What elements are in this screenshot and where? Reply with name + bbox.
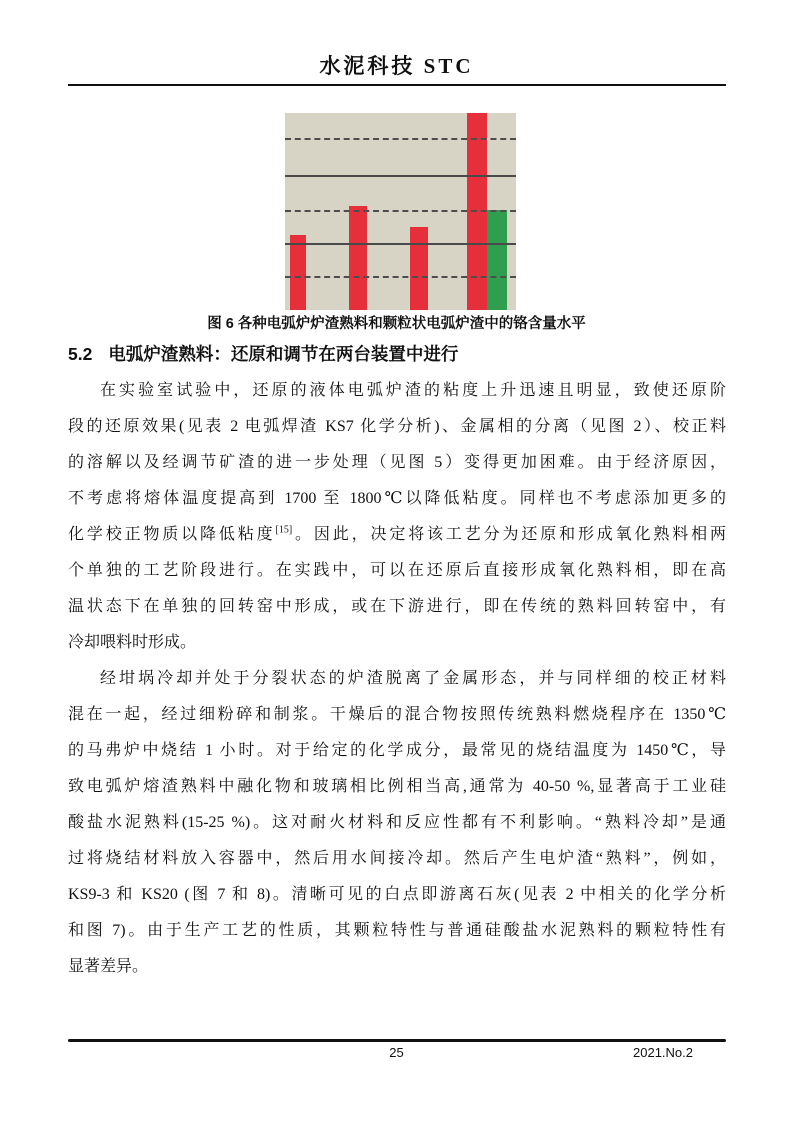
paragraph-2-line: KS9-3 和 KS20 (图 7 和 8)。清晰可见的白点即游离石灰(见表 2 中相关的化学分析 (68, 886, 726, 903)
bar-1 (290, 235, 306, 310)
paragraph-2-line: 经坩埚冷却并处于分裂状态的炉渣脱离了金属形态，并与同样细的校正材料 (100, 670, 726, 687)
footer-rule (68, 1039, 726, 1042)
gridline-dashed (285, 210, 516, 212)
footnote-reference: [15] (275, 524, 293, 536)
section-number: 5.2 (68, 344, 93, 364)
gridline-solid (285, 175, 516, 177)
figure-caption: 图 6 各种电弧炉炉渣熟料和颗粒状电弧炉渣中的铬含量水平 (207, 316, 586, 332)
footer-page-number: 25 (389, 1045, 404, 1060)
section-heading (68, 341, 726, 366)
journal-title: 水泥科技 STC (319, 54, 474, 78)
figure-bar-chart (285, 113, 516, 310)
paragraph-2-line: 过将烧结材料放入容器中，然后用水间接冷却。然后产生电炉渣“熟料”，例如， (68, 850, 726, 867)
bar-3 (410, 227, 428, 310)
gridline-dashed (285, 276, 516, 278)
paragraph-1-line: 不考虑将熔体温度提高到 1700 至 1800℃以降低粘度。同样也不考虑添加更多的 (68, 490, 726, 507)
header-rule (68, 84, 726, 86)
paragraph-1-line: 个单独的工艺阶段进行。在实践中，可以在还原后直接形成氧化熟料相，即在高 (68, 562, 726, 579)
line-text: 化学校正物质以降低粘度 (68, 526, 276, 543)
paragraph-2-line: 致电弧炉熔渣熟料中融化物和玻璃相比例相当高,通常为 40-50 %,显著高于工业硅 (68, 778, 726, 795)
paragraph-1-line: 在实验室试验中，还原的液体电弧炉渣的粘度上升迅速且明显，致使还原阶 (100, 382, 726, 399)
paragraph-2-line: 酸盐水泥熟料(15-25 %)。这对耐火材料和反应性都有不利影响。“熟料冷却”是通 (68, 814, 726, 831)
footer-issue: 2021.No.2 (633, 1045, 693, 1060)
paragraph-2-line: 和图 7)。由于生产工艺的性质，其颗粒特性与普通硅酸盐水泥熟料的颗粒特性有 (68, 922, 726, 939)
paragraph-1-line: 的溶解以及经调节矿渣的进一步处理（见图 5）变得更加困难。由于经济原因， (68, 454, 726, 471)
paragraph-1-line (68, 517, 726, 553)
paragraph-2-line: 显著差异。 (68, 958, 149, 975)
paragraph-1-line: 冷却喂料时形成。 (68, 634, 197, 651)
bar-5 (487, 210, 507, 310)
body-text (68, 373, 726, 985)
bar-2 (349, 206, 367, 310)
paragraph-1-line: 温状态下在单独的回转窑中形成，或在下游进行，即在传统的熟料回转窑中，有 (68, 598, 726, 615)
paragraph-1-line: 段的还原效果(见表 2 电弧焊渣 KS7 化学分析)、金属相的分离（见图 2）、校正料 (68, 418, 726, 435)
line-text: 。因此，决定将该工艺分为还原和形成氧化熟料相两 (292, 526, 726, 543)
gridline-dashed (285, 138, 516, 140)
section-title: 电弧炉渣熟料：还原和调节在两台装置中进行 (108, 344, 459, 364)
gridline-solid (285, 243, 516, 245)
paragraph-2-line: 混在一起，经过细粉碎和制浆。干燥后的混合物按照传统熟料燃烧程序在 1350℃ (68, 706, 726, 723)
paragraph-2-line: 的马弗炉中烧结 1 小时。对于给定的化学成分，最常见的烧结温度为 1450℃，导 (68, 742, 726, 759)
